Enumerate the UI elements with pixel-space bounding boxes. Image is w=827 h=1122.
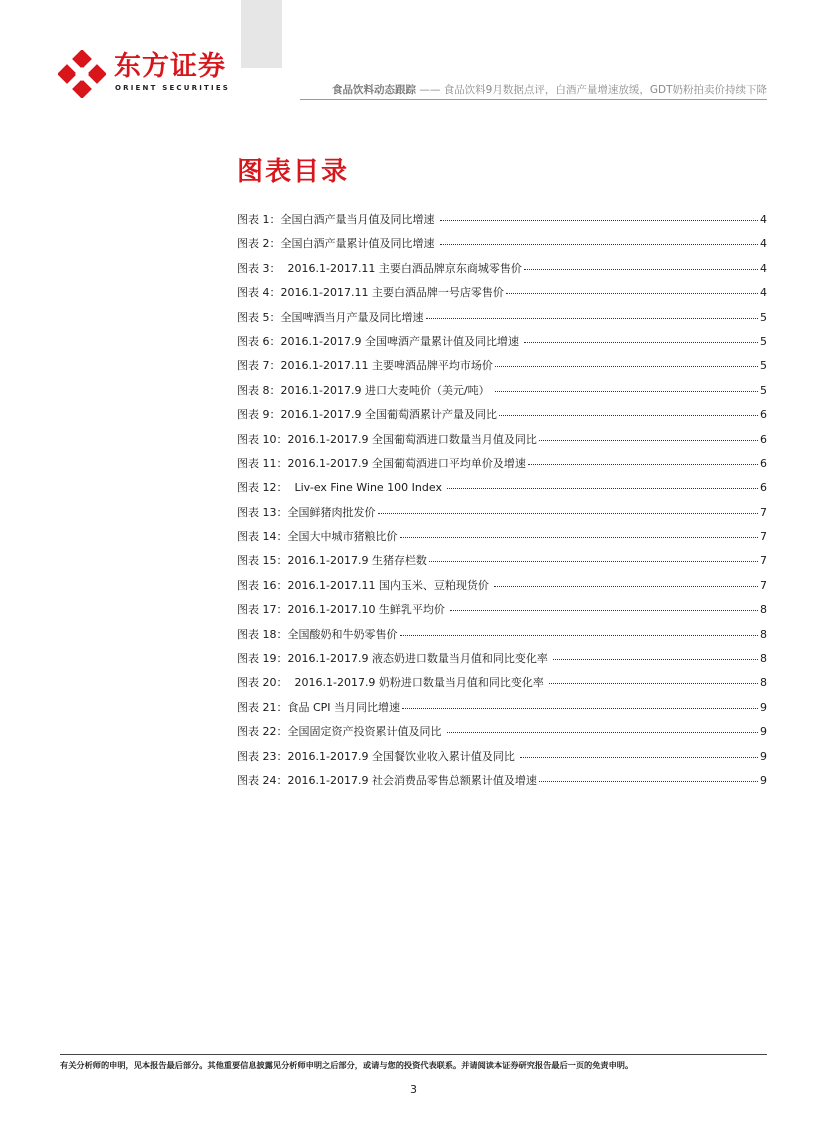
toc-leader-dots — [402, 707, 758, 709]
toc-title: 图表目录 — [237, 157, 350, 187]
toc-item-page: 4 — [760, 261, 767, 275]
toc-leader-dots — [440, 219, 758, 221]
toc-item-label: 图表 12： Liv-ex Fine Wine 100 Index — [237, 481, 446, 495]
toc-leader-dots — [429, 560, 758, 562]
toc-item[interactable] — [237, 384, 767, 408]
toc-item-page: 9 — [760, 749, 767, 763]
toc-item-page: 9 — [760, 700, 767, 714]
toc-item-page: 8 — [760, 603, 767, 617]
toc-item[interactable] — [237, 652, 767, 676]
toc-item-label: 图表 16：2016.1-2017.11 国内玉米、豆粕现货价 — [237, 578, 493, 592]
toc-leader-dots — [528, 463, 758, 465]
toc-leader-dots — [539, 780, 758, 782]
header-decor-band — [241, 0, 282, 68]
toc-leader-dots — [450, 609, 758, 611]
toc-item[interactable] — [237, 311, 767, 335]
logo-chinese-name: 东方证券 — [114, 51, 226, 82]
toc-leader-dots — [400, 536, 759, 538]
toc-item-label: 图表 19：2016.1-2017.9 液态奶进口数量当月值和同比变化率 — [237, 652, 552, 666]
toc-leader-dots — [506, 292, 758, 294]
footer-divider — [60, 1054, 767, 1055]
toc-leader-dots — [524, 341, 758, 343]
toc-leader-dots — [378, 512, 759, 514]
toc-list — [237, 213, 767, 798]
toc-item-label: 图表 3： 2016.1-2017.11 主要白酒品牌京东商城零售价 — [237, 261, 522, 275]
toc-item-page: 6 — [760, 481, 767, 495]
toc-item-label: 图表 7：2016.1-2017.11 主要啤酒品牌平均市场价 — [237, 359, 493, 373]
toc-item-label: 图表 23：2016.1-2017.9 全国餐饮业收入累计值及同比 — [237, 749, 519, 763]
report-section: 食品饮料动态跟踪 — [331, 84, 416, 96]
footer-disclaimer: 有关分析师的申明，见本报告最后部分。其他重要信息披露见分析师申明之后部分，或请与您的投资代表联系。并请阅读本证券研究报告最后一页的免责申明。 — [60, 1060, 634, 1070]
toc-item-page: 6 — [760, 408, 767, 422]
toc-leader-dots — [499, 414, 758, 416]
toc-item-label: 图表 20： 2016.1-2017.9 奶粉进口数量当月值和同比变化率 — [237, 676, 548, 690]
toc-item-label: 图表 8：2016.1-2017.9 进口大麦吨价（美元/吨） — [237, 383, 494, 397]
toc-item-page: 8 — [760, 627, 767, 641]
toc-item[interactable] — [237, 237, 767, 261]
toc-item-label: 图表 13：全国鲜猪肉批发价 — [237, 505, 376, 519]
toc-item-page: 4 — [760, 213, 767, 226]
toc-item-page: 9 — [760, 773, 767, 787]
toc-leader-dots — [447, 487, 758, 489]
toc-leader-dots — [520, 756, 758, 758]
orient-logo-icon — [58, 50, 106, 98]
page-number: 3 — [410, 1083, 417, 1096]
toc-item-label: 图表 9：2016.1-2017.9 全国葡萄酒累计产量及同比 — [237, 408, 497, 422]
toc-item-label: 图表 1：全国白酒产量当月值及同比增速 — [237, 213, 438, 226]
toc-item[interactable] — [237, 774, 767, 798]
toc-item-page: 8 — [760, 676, 767, 690]
toc-item-label: 图表 4：2016.1-2017.11 主要白酒品牌一号店零售价 — [237, 286, 504, 300]
toc-leader-dots — [553, 658, 758, 660]
toc-item-page: 7 — [760, 554, 767, 568]
toc-item-page: 9 — [760, 725, 767, 739]
toc-leader-dots — [494, 585, 758, 587]
toc-item-label: 图表 18：全国酸奶和牛奶零售价 — [237, 627, 398, 641]
toc-item[interactable] — [237, 554, 767, 578]
toc-leader-dots — [426, 317, 759, 319]
toc-item-label: 图表 2：全国白酒产量累计值及同比增速 — [237, 237, 438, 251]
toc-item-page: 5 — [760, 383, 767, 397]
toc-leader-dots — [524, 268, 758, 270]
toc-leader-dots — [495, 365, 758, 367]
toc-item[interactable] — [237, 530, 767, 554]
toc-item-page: 7 — [760, 578, 767, 592]
toc-item-label: 图表 11：2016.1-2017.9 全国葡萄酒进口平均单价及增速 — [237, 456, 526, 470]
toc-item[interactable] — [237, 676, 767, 700]
logo-english-name: ORIENT SECURITIES — [115, 84, 231, 92]
toc-item[interactable] — [237, 433, 767, 457]
header-divider — [300, 99, 767, 100]
toc-item-label: 图表 6：2016.1-2017.9 全国啤酒产量累计值及同比增速 — [237, 334, 523, 348]
toc-item[interactable] — [237, 603, 767, 627]
toc-item[interactable] — [237, 262, 767, 286]
toc-item-page: 5 — [760, 310, 767, 324]
toc-item-page: 4 — [760, 237, 767, 251]
toc-item[interactable] — [237, 335, 767, 359]
toc-item-page: 6 — [760, 456, 767, 470]
toc-item-page: 5 — [760, 334, 767, 348]
toc-item-label: 图表 22：全国固定资产投资累计值及同比 — [237, 725, 445, 739]
toc-item[interactable] — [237, 628, 767, 652]
toc-item[interactable] — [237, 457, 767, 481]
toc-item-label: 图表 10：2016.1-2017.9 全国葡萄酒进口数量当月值及同比 — [237, 432, 537, 446]
toc-item-label: 图表 17：2016.1-2017.10 生鲜乳平均价 — [237, 603, 449, 617]
toc-leader-dots — [495, 390, 758, 392]
toc-item[interactable] — [237, 481, 767, 505]
toc-leader-dots — [440, 243, 758, 245]
toc-item-page: 8 — [760, 652, 767, 666]
toc-item[interactable] — [237, 286, 767, 310]
toc-item[interactable] — [237, 579, 767, 603]
toc-item-page: 6 — [760, 432, 767, 446]
toc-item-label: 图表 24：2016.1-2017.9 社会消费品零售总额累计值及增速 — [237, 773, 537, 787]
toc-item[interactable] — [237, 725, 767, 749]
toc-item[interactable] — [237, 359, 767, 383]
toc-item-page: 5 — [760, 359, 767, 373]
header-separator: —— — [415, 84, 444, 96]
toc-item[interactable] — [237, 213, 767, 237]
report-title: 食品饮料9月数据点评，白酒产量增速放缓，GDT奶粉拍卖价持续下降 — [443, 84, 767, 96]
toc-item[interactable] — [237, 506, 767, 530]
toc-item-label: 图表 14：全国大中城市猪粮比价 — [237, 530, 398, 544]
toc-item[interactable] — [237, 408, 767, 432]
toc-leader-dots — [400, 634, 759, 636]
toc-item[interactable] — [237, 750, 767, 774]
toc-item-page: 7 — [760, 530, 767, 544]
toc-item-page: 4 — [760, 286, 767, 300]
toc-item-label: 图表 21：食品 CPI 当月同比增速 — [237, 700, 401, 714]
report-header — [332, 82, 767, 97]
toc-leader-dots — [549, 682, 758, 684]
toc-item-label: 图表 15：2016.1-2017.9 生猪存栏数 — [237, 554, 427, 568]
orient-securities-logo — [58, 50, 231, 100]
toc-item[interactable] — [237, 701, 767, 725]
toc-item-page: 7 — [760, 505, 767, 519]
toc-item-label: 图表 5：全国啤酒当月产量及同比增速 — [237, 310, 424, 324]
toc-leader-dots — [447, 731, 758, 733]
toc-leader-dots — [539, 439, 758, 441]
